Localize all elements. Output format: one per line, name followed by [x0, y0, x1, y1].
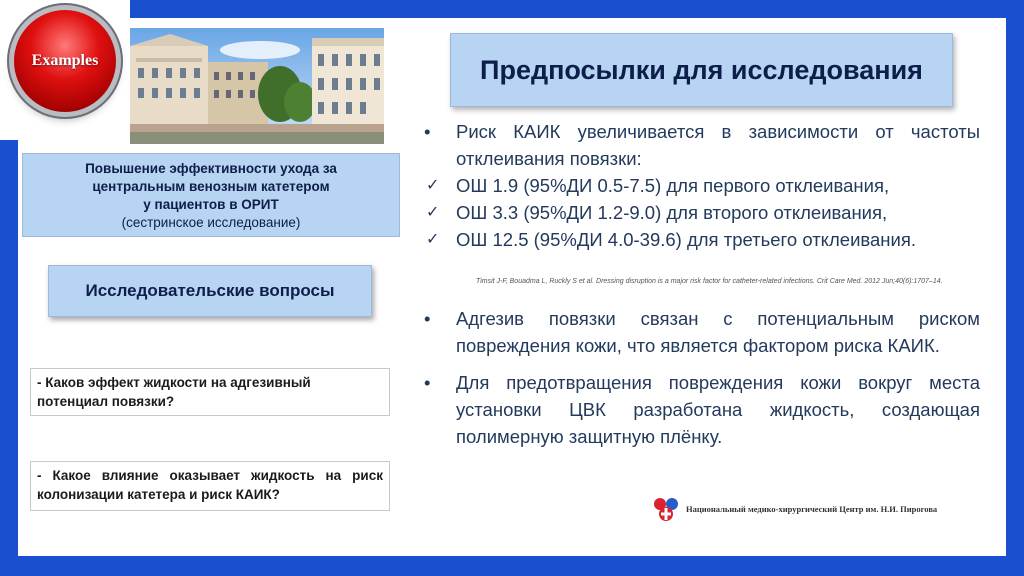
list-item	[420, 118, 980, 172]
list-item	[420, 199, 980, 226]
check-text-3: ОШ 12.5 (95%ДИ 4.0-39.6) для третьего отклеивания.	[456, 229, 917, 250]
bullet-icon: •	[424, 372, 431, 393]
check-text-2: ОШ 3.3 (95%ДИ 1.2-9.0) для второго отклеивания,	[456, 202, 888, 223]
check-icon: ✓	[426, 231, 440, 248]
check-icon: ✓	[426, 204, 440, 221]
research-questions-heading: Исследовательские вопросы	[48, 265, 372, 317]
page-title: Предпосылки для исследования	[450, 33, 953, 107]
list-item	[420, 172, 980, 199]
question-2: - Какое влияние оказывает жидкость на риск колонизации катетера и риск КАИК?	[30, 461, 390, 511]
bullet-icon: •	[424, 308, 431, 329]
check-text-1: ОШ 1.9 (95%ДИ 0.5-7.5) для первого отклеивания,	[456, 175, 890, 196]
study-title-line-1: Повышение эффективности ухода за	[85, 161, 337, 176]
bullet-text-1: Риск КАИК увеличивается в зависимости от частоты отклеивания повязки:	[456, 121, 980, 169]
bullet-text-2: Адгезив повязки связан с потенциальным риском повреждения кожи, что является фактором риска КАИК.	[456, 308, 980, 356]
building-photo	[130, 28, 384, 144]
list-item	[420, 226, 980, 253]
study-title-box	[22, 153, 400, 237]
footer	[652, 496, 937, 522]
list-item	[420, 369, 980, 450]
study-title-line-2: центральным венозным катетером	[92, 179, 330, 194]
examples-button-label: Examples	[31, 52, 99, 69]
footer-org-name: Национальный медико-хирургический Центр им. Н.И. Пирогова	[686, 504, 938, 514]
bullet-text-3: Для предотвращения повреждения кожи вокруг места установки ЦВК разработана жидкость, создающая полимерную защитную плёнку.	[456, 372, 980, 447]
examples-button[interactable]	[14, 10, 116, 112]
question-1: - Каков эффект жидкости на адгезивный потенциал повязки?	[30, 368, 390, 416]
list-item	[420, 305, 980, 359]
study-title-line-4: (сестринское исследование)	[121, 215, 301, 230]
check-icon: ✓	[426, 177, 440, 194]
citation: Timsit J-F, Bouadma L, Ruckly S et al. Dressing disruption is a major risk factor for catheter-related infections. Crit Care Med. 2012 Jun;40(6):1707–14.	[476, 278, 943, 285]
study-title-line-3: у пациентов в ОРИТ	[143, 197, 279, 212]
bullet-icon: •	[424, 121, 431, 142]
pirogov-center-logo-icon	[652, 496, 680, 522]
